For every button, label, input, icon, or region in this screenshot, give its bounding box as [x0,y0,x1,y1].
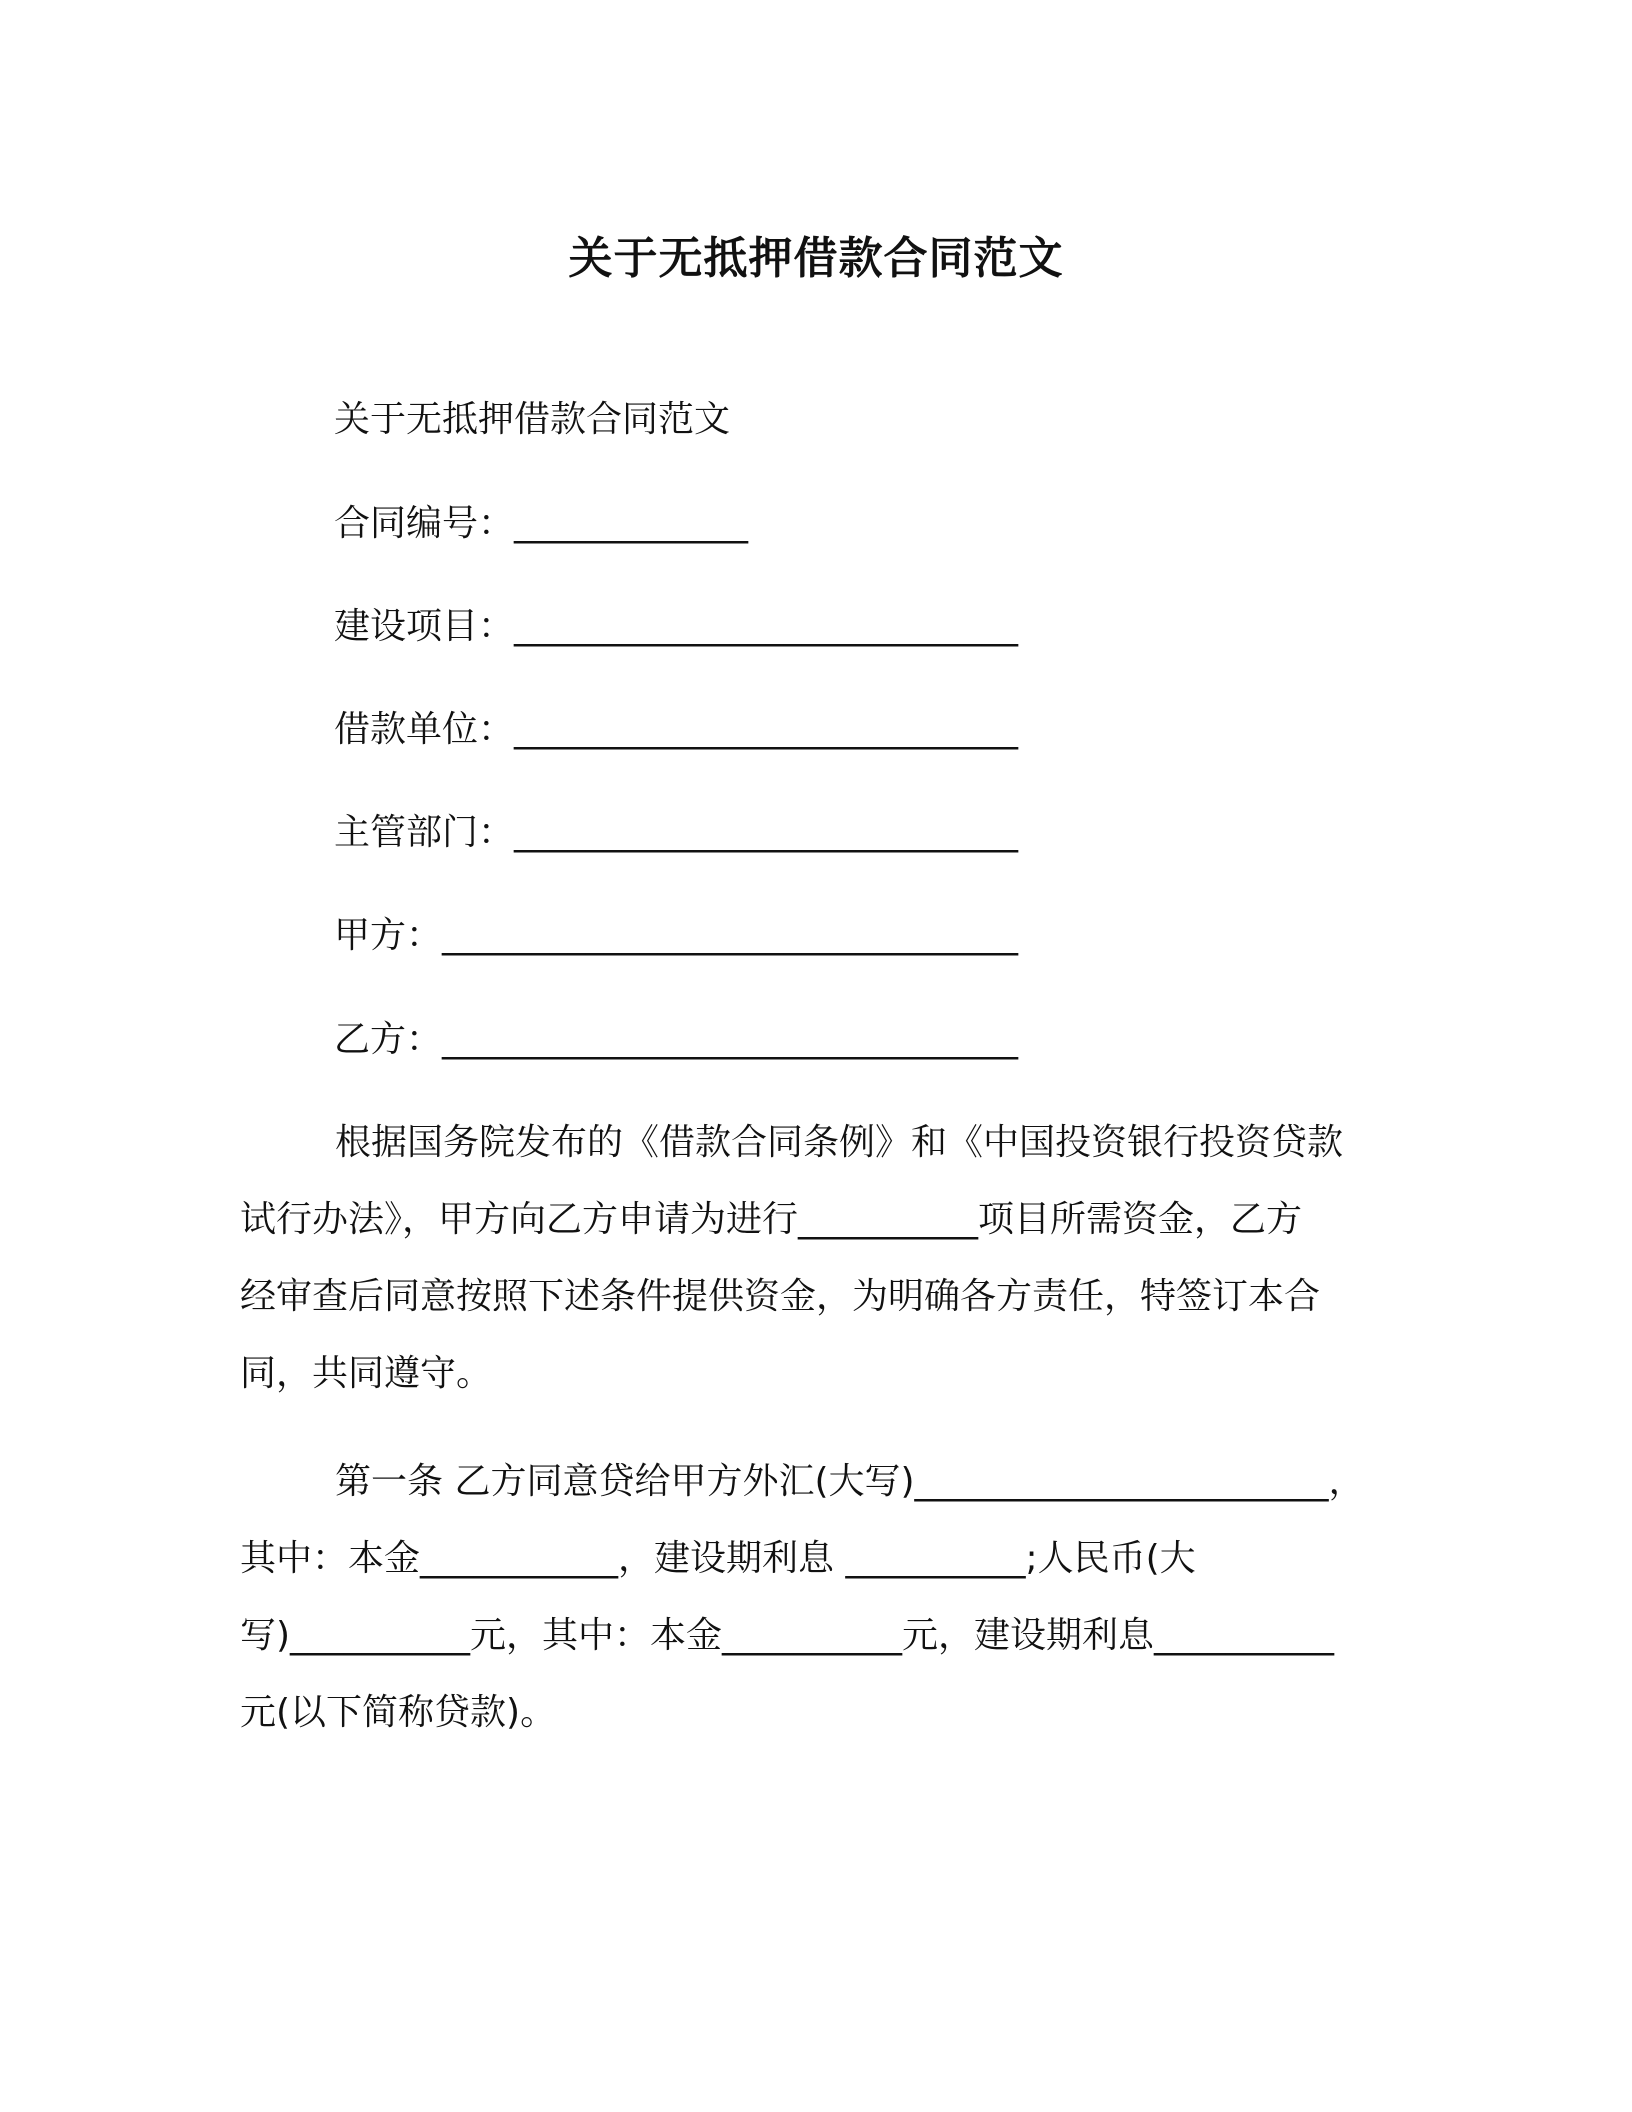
field-blank: _____________ [514,503,749,544]
field-blank: ________________________________ [442,915,1019,956]
field-blank: ____________________________ [514,606,1019,647]
field-blank: ____________________________ [514,812,1019,853]
field-contract-number [334,502,748,546]
field-label: 借款单位： [334,709,515,750]
paragraph-line: 写)__________元，其中：本金__________元，建设期利息__________ [240,1615,1335,1656]
paragraph-line: 试行办法》，甲方向乙方申请为进行__________项目所需资金，乙方 [240,1199,1303,1240]
paragraph-line: 其中：本金___________，建设期利息 __________;人民币(大 [240,1538,1196,1579]
paragraph-line: 根据国务院发布的《借款合同条例》和《中国投资银行投资贷款 [335,1122,1344,1163]
field-label: 建设项目： [334,606,515,647]
field-label: 主管部门： [334,812,515,853]
field-department [334,811,1018,855]
field-blank: ________________________________ [442,1019,1019,1060]
paragraph-article-1 [240,1443,1390,1751]
field-label: 合同编号： [334,503,515,544]
field-project [334,605,1018,649]
field-blank: ____________________________ [514,709,1019,750]
field-borrower [334,708,1018,752]
paragraph-preamble [240,1104,1390,1412]
field-party-a [334,914,1018,958]
paragraph-line: 元(以下简称贷款)。 [240,1692,557,1733]
document-title: 关于无抵押借款合同范文 [568,233,1064,284]
field-label: 乙方： [334,1019,443,1060]
paragraph-line: 同，共同遵守。 [240,1353,493,1394]
field-label: 甲方： [334,915,443,956]
document-subtitle: 关于无抵押借款合同范文 [334,399,731,440]
paragraph-line: 经审查后同意按照下述条件提供资金，为明确各方责任，特签订本合 [240,1276,1321,1317]
field-party-b [334,1018,1018,1062]
paragraph-line: 第一条 乙方同意贷给甲方外汇(大写)_______________________， [335,1461,1365,1502]
